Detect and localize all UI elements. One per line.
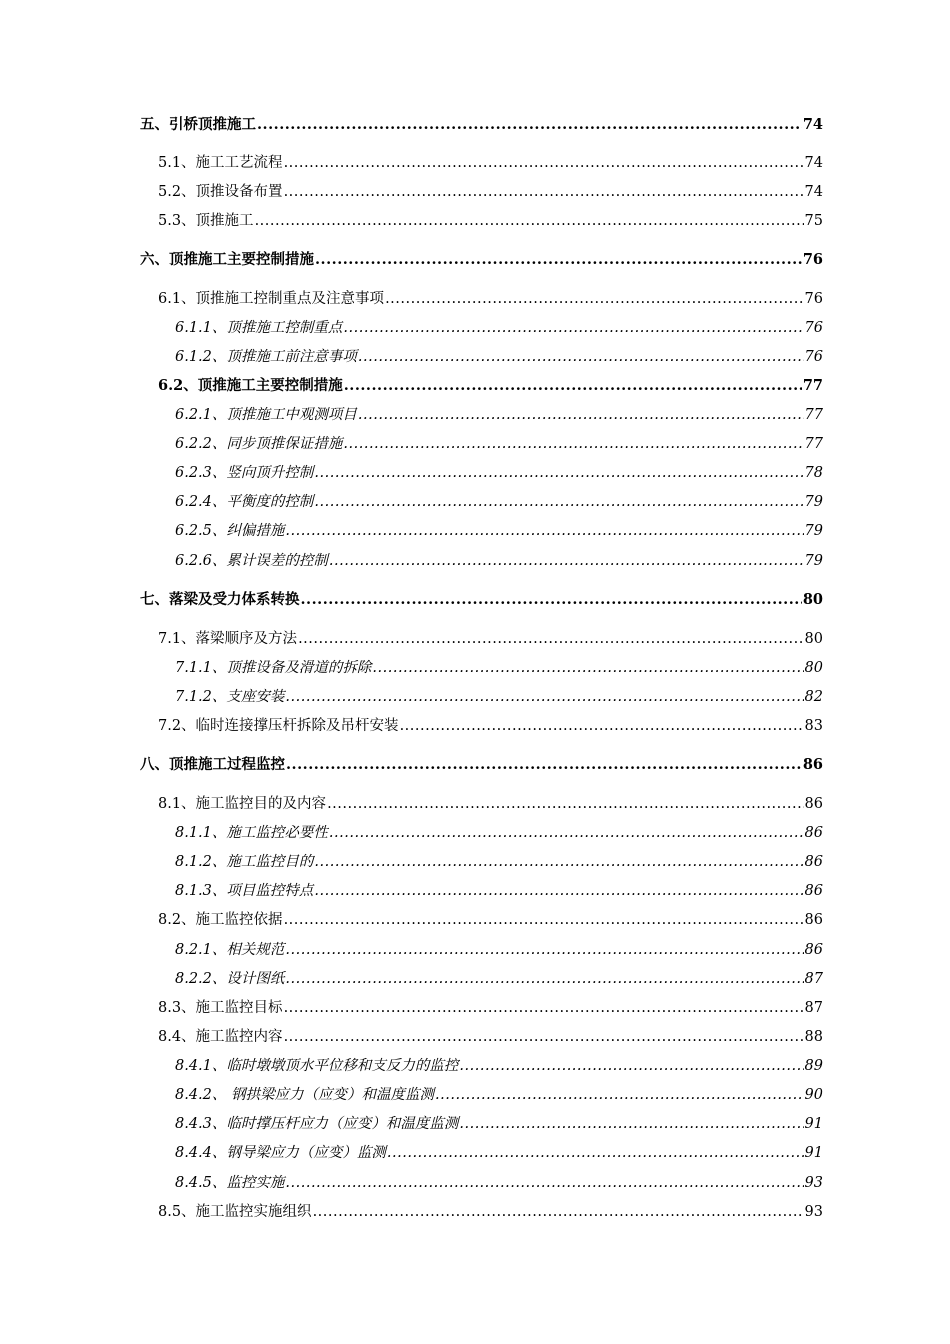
toc-entry-title: 5.1、施工工艺流程 (158, 155, 283, 171)
toc-entry-page: 91 (804, 1145, 823, 1161)
toc-entry[interactable] (175, 318, 823, 338)
toc-dot-leader (327, 794, 803, 814)
toc-entry[interactable] (175, 1056, 823, 1076)
toc-dot-leader (372, 658, 803, 678)
toc-entry-title: 8.4.1、临时墩墩顶水平位移和支反力的监控 (175, 1058, 459, 1074)
toc-entry-page: 90 (804, 1087, 823, 1103)
toc-entry-page: 80 (804, 660, 823, 676)
toc-entry-page: 93 (804, 1204, 823, 1220)
toc-entry-title: 8.1.3、项目监控特点 (175, 883, 314, 899)
toc-entry-title: 8.1、施工监控目的及内容 (158, 796, 327, 812)
toc-dot-leader (329, 823, 804, 843)
toc-entry-title: 8.4.2、 钢拱梁应力（应变）和温度监测 (175, 1087, 435, 1103)
toc-entry[interactable] (158, 211, 823, 231)
toc-entry-title: 8.5、施工监控实施组织 (158, 1204, 312, 1220)
toc-dot-leader (400, 716, 804, 736)
toc-dot-leader (387, 1143, 804, 1163)
toc-dot-leader (343, 318, 803, 338)
toc-dot-leader (315, 250, 802, 270)
toc-entry-page: 86 (804, 825, 823, 841)
toc-dot-leader (298, 629, 803, 649)
toc-entry[interactable] (158, 1202, 823, 1222)
toc-entry-page: 77 (802, 377, 823, 394)
toc-dot-leader (314, 463, 803, 483)
toc-dot-leader (286, 755, 802, 775)
toc-entry-page: 77 (804, 436, 823, 452)
toc-dot-leader (459, 1114, 803, 1134)
toc-entry-page: 86 (804, 796, 823, 812)
toc-dot-leader (285, 969, 803, 989)
toc-entry-title: 5.3、顶推施工 (158, 213, 254, 229)
toc-entry-page: 74 (804, 184, 823, 200)
toc-entry[interactable] (175, 823, 823, 843)
toc-dot-leader (344, 376, 802, 396)
toc-entry-page: 79 (804, 494, 823, 510)
toc-dot-leader (285, 1173, 803, 1193)
toc-dot-leader (285, 687, 803, 707)
toc-dot-leader (314, 852, 803, 872)
toc-entry[interactable] (158, 289, 823, 309)
toc-entry-page: 86 (804, 854, 823, 870)
toc-entry-page: 76 (802, 251, 823, 268)
toc-entry[interactable] (158, 1027, 823, 1047)
toc-entry[interactable] (158, 716, 823, 736)
toc-entry-title: 6.2.5、纠偏措施 (175, 523, 285, 539)
toc-entry-title: 6.2.4、平衡度的控制 (175, 494, 314, 510)
toc-dot-leader (459, 1056, 803, 1076)
toc-entry-page: 86 (804, 942, 823, 958)
toc-entry-page: 74 (802, 116, 823, 133)
toc-entry[interactable] (175, 551, 823, 571)
toc-entry-title: 5.2、顶推设备布置 (158, 184, 283, 200)
toc-entry-title: 六、顶推施工主要控制措施 (140, 251, 314, 268)
toc-entry[interactable] (158, 376, 823, 396)
toc-entry-page: 86 (804, 883, 823, 899)
toc-entry-title: 8.4.5、监控实施 (175, 1175, 285, 1191)
toc-dot-leader (329, 551, 804, 571)
toc-entry-page: 83 (804, 718, 823, 734)
toc-dot-leader (285, 521, 803, 541)
toc-entry-page: 87 (804, 971, 823, 987)
toc-entry-page: 76 (804, 349, 823, 365)
toc-entry-title: 6.1、顶推施工控制重点及注意事项 (158, 291, 385, 307)
toc-entry-page: 75 (804, 213, 823, 229)
toc-entry[interactable] (158, 182, 823, 202)
toc-dot-leader (435, 1085, 804, 1105)
toc-entry[interactable] (175, 434, 823, 454)
toc-entry-title: 8.3、施工监控目标 (158, 1000, 283, 1016)
toc-entry-title: 8.1.2、施工监控目的 (175, 854, 314, 870)
toc-entry-page: 82 (804, 689, 823, 705)
toc-entry[interactable] (158, 629, 823, 649)
toc-entry-title: 8.4.4、钢导梁应力（应变）监测 (175, 1145, 386, 1161)
toc-dot-leader (284, 998, 804, 1018)
toc-entry-title: 8.1.1、施工监控必要性 (175, 825, 328, 841)
toc-entry-title: 8.2.1、相关规范 (175, 942, 285, 958)
toc-entry[interactable] (175, 940, 823, 960)
toc-entry-title: 8.2、施工监控依据 (158, 912, 283, 928)
toc-entry-page: 89 (804, 1058, 823, 1074)
toc-entry-title: 8.4、施工监控内容 (158, 1029, 283, 1045)
toc-entry-page: 76 (804, 291, 823, 307)
toc-dot-leader (313, 1202, 804, 1222)
toc-entry-page: 93 (804, 1175, 823, 1191)
toc-entry[interactable] (175, 347, 823, 367)
toc-entry[interactable] (175, 852, 823, 872)
toc-entry[interactable] (175, 405, 823, 425)
toc-dot-leader (358, 347, 804, 367)
toc-entry-title: 8.2.2、设计图纸 (175, 971, 285, 987)
toc-entry-page: 80 (802, 591, 823, 608)
toc-entry-page: 76 (804, 320, 823, 336)
toc-entry-title: 6.2.6、累计误差的控制 (175, 553, 328, 569)
toc-entry-page: 79 (804, 523, 823, 539)
toc-entry-page: 78 (804, 465, 823, 481)
toc-entry[interactable] (158, 998, 823, 1018)
toc-entry[interactable] (140, 115, 823, 135)
toc-dot-leader (285, 940, 803, 960)
toc-entry-page: 86 (802, 756, 823, 773)
toc-entry[interactable] (175, 687, 823, 707)
toc-dot-leader (301, 590, 802, 610)
toc-entry[interactable] (158, 153, 823, 173)
toc-entry-title: 7.2、临时连接撑压杆拆除及吊杆安装 (158, 718, 399, 734)
toc-entry-title: 7.1.2、支座安装 (175, 689, 285, 705)
toc-dot-leader (385, 289, 803, 309)
toc-entry[interactable] (175, 492, 823, 512)
toc-entry[interactable] (175, 969, 823, 989)
toc-entry-title: 七、落梁及受力体系转换 (140, 591, 300, 608)
toc-dot-leader (314, 492, 803, 512)
toc-entry-page: 79 (804, 553, 823, 569)
toc-entry-title: 6.2、顶推施工主要控制措施 (158, 377, 343, 394)
toc-entry-title: 7.1、落梁顺序及方法 (158, 631, 298, 647)
toc-dot-leader (257, 115, 802, 135)
toc-entry[interactable] (140, 590, 823, 610)
toc-entry[interactable] (175, 881, 823, 901)
toc-entry-title: 八、顶推施工过程监控 (140, 756, 285, 773)
toc-entry-title: 6.1.1、顶推施工控制重点 (175, 320, 343, 336)
toc-entry[interactable] (175, 521, 823, 541)
toc-dot-leader (284, 910, 804, 930)
toc-dot-leader (284, 1027, 804, 1047)
toc-entry-page: 91 (804, 1116, 823, 1132)
toc-entry-title: 8.4.3、临时撑压杆应力（应变）和温度监测 (175, 1116, 459, 1132)
toc-entry[interactable] (158, 794, 823, 814)
toc-entry-page: 80 (804, 631, 823, 647)
toc-entry-page: 74 (804, 155, 823, 171)
toc-entry[interactable] (140, 755, 823, 775)
toc-entry-title: 6.1.2、顶推施工前注意事项 (175, 349, 357, 365)
toc-entry-title: 7.1.1、顶推设备及滑道的拆除 (175, 660, 372, 676)
toc-entry[interactable] (158, 910, 823, 930)
toc-entry-page: 86 (804, 912, 823, 928)
toc-entry-title: 五、引桥顶推施工 (140, 116, 256, 133)
toc-entry-page: 77 (804, 407, 823, 423)
toc-dot-leader (358, 405, 804, 425)
toc-entry[interactable] (175, 1173, 823, 1193)
toc-entry-page: 87 (804, 1000, 823, 1016)
toc-dot-leader (255, 211, 804, 231)
toc-entry-title: 6.2.2、同步顶推保证措施 (175, 436, 343, 452)
toc-entry-page: 88 (804, 1029, 823, 1045)
toc-entry[interactable] (175, 1114, 823, 1134)
toc-entry[interactable] (175, 1085, 823, 1105)
toc-dot-leader (284, 182, 804, 202)
toc-entry-title: 6.2.3、竖向顶升控制 (175, 465, 314, 481)
toc-dot-leader (284, 153, 804, 173)
toc-entry[interactable] (175, 658, 823, 678)
toc-dot-leader (314, 881, 803, 901)
toc-entry-title: 6.2.1、顶推施工中观测项目 (175, 407, 357, 423)
toc-entry[interactable] (140, 250, 823, 270)
toc-entry[interactable] (175, 1143, 823, 1163)
toc-dot-leader (343, 434, 803, 454)
toc-entry[interactable] (175, 463, 823, 483)
